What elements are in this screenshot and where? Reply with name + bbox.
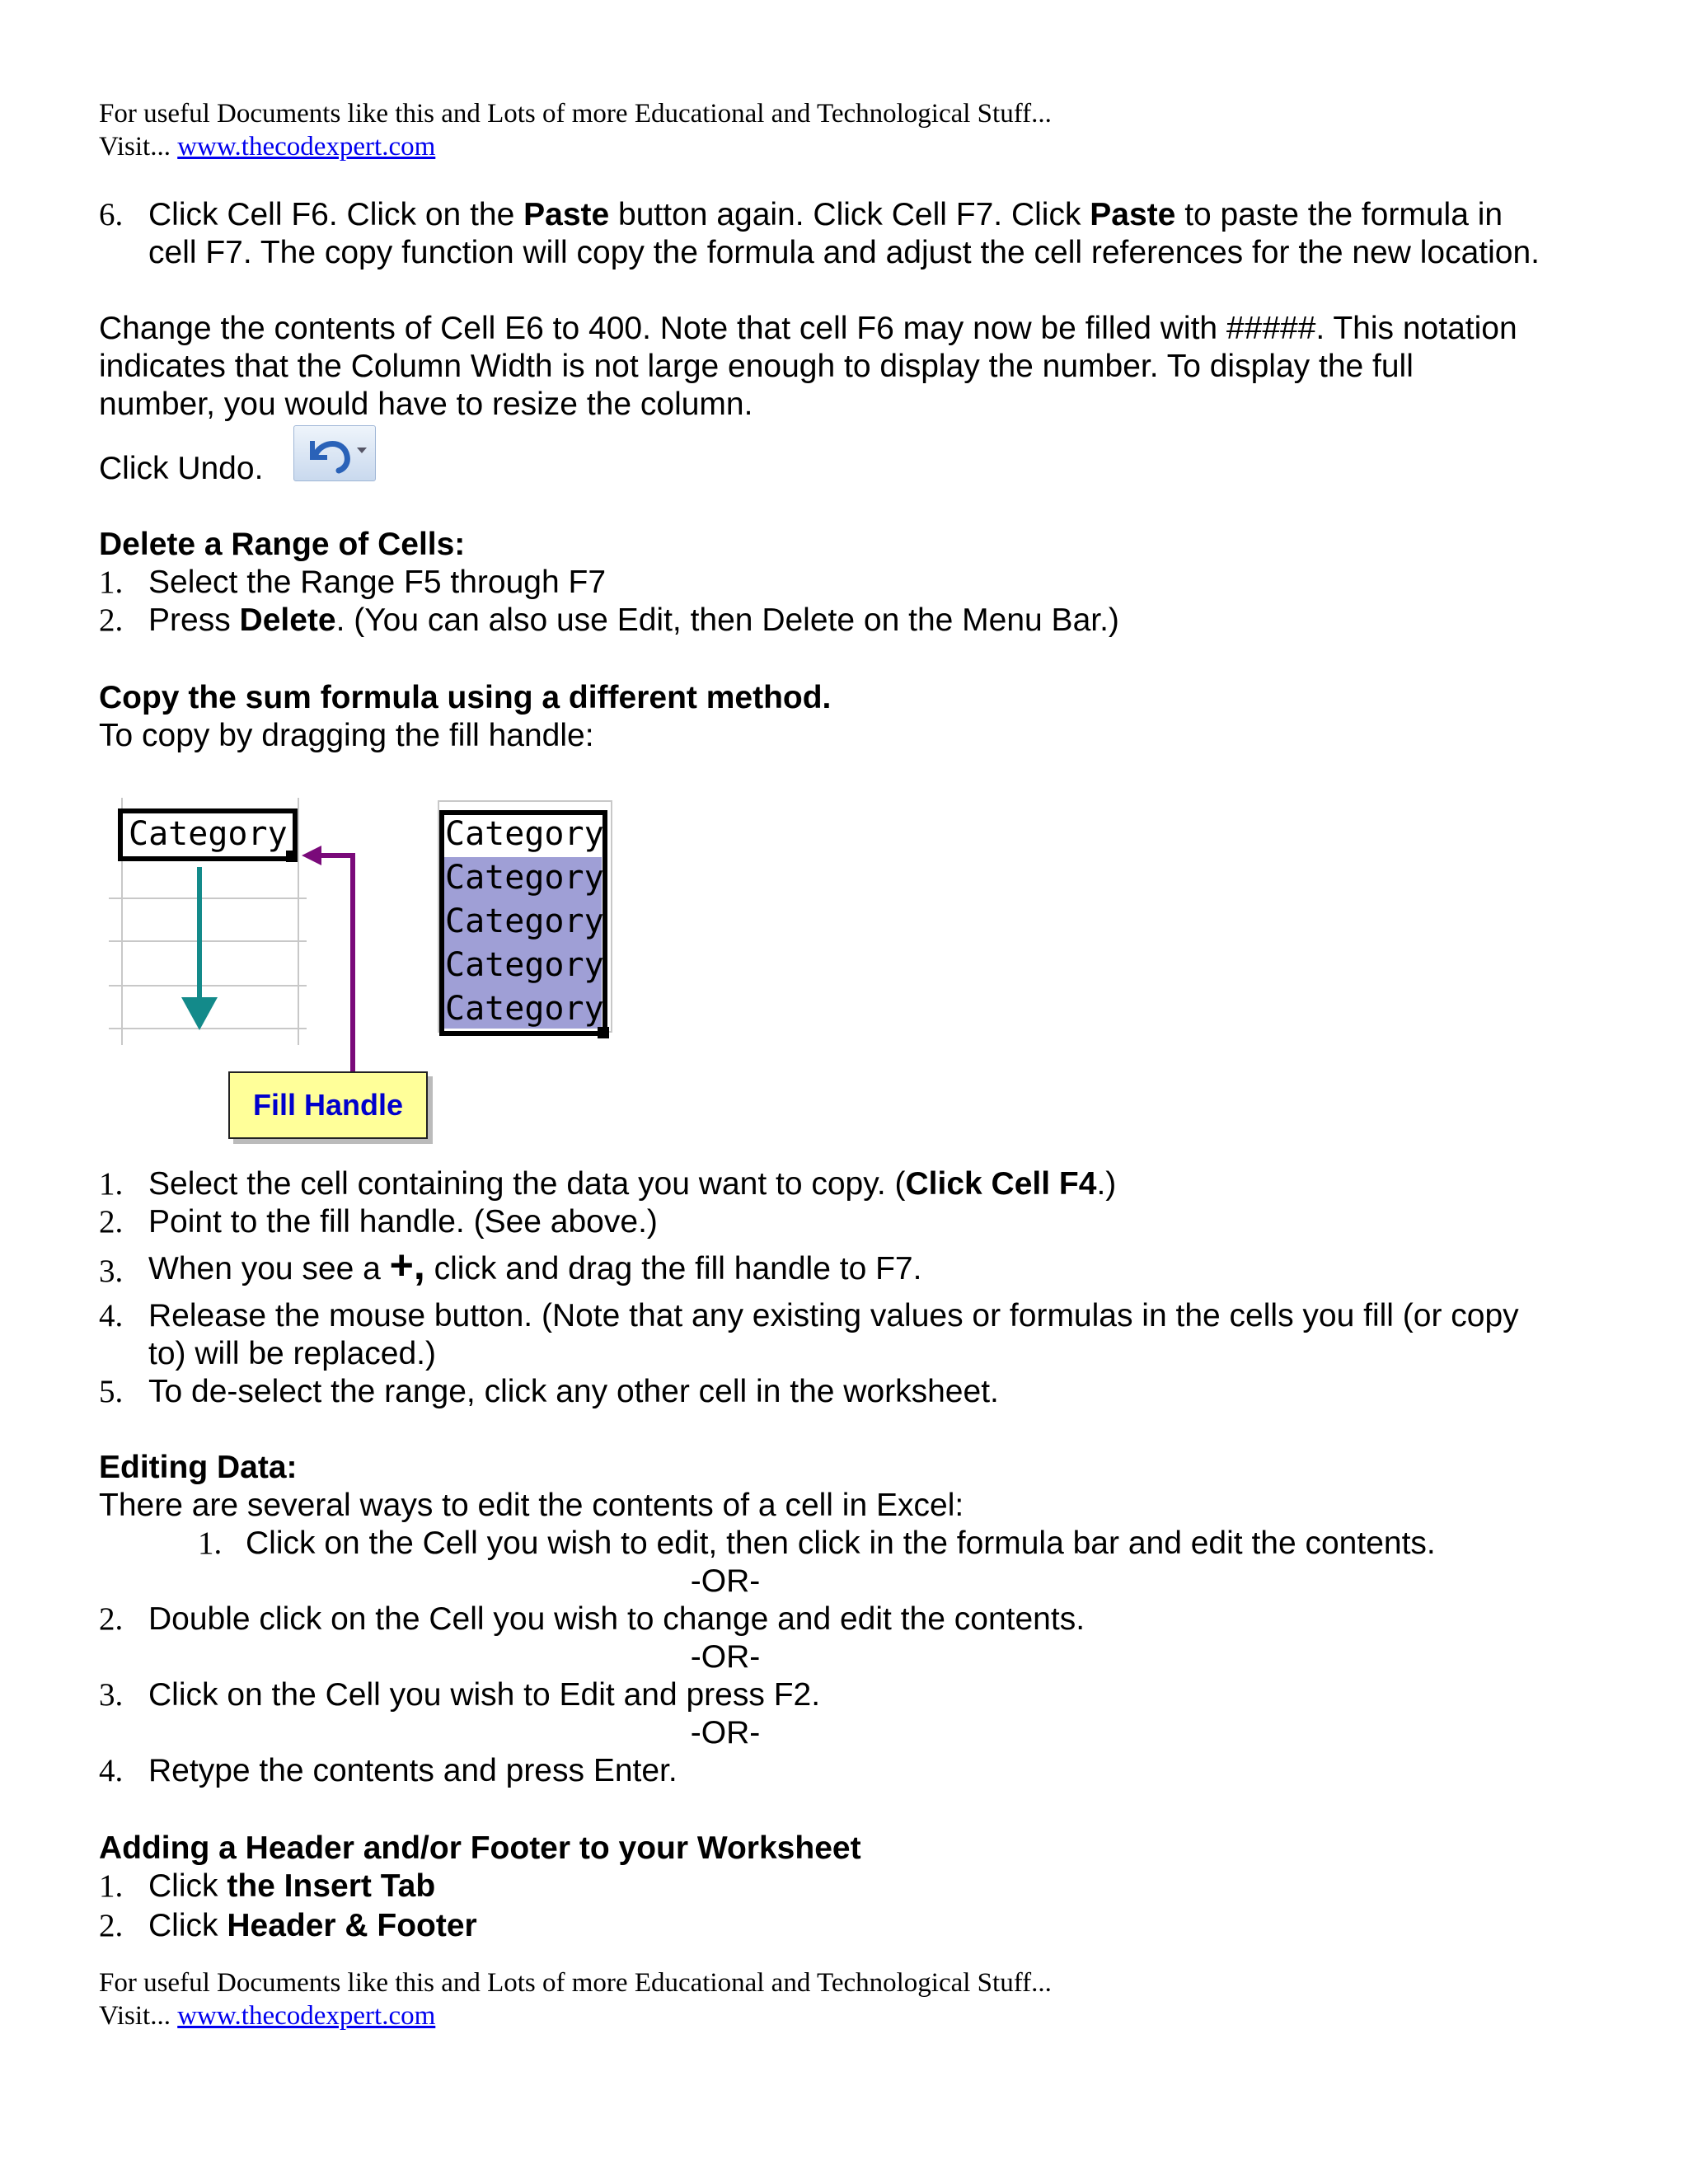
right-category-cell-4: Category [445, 946, 604, 984]
step6-text-c: button again. Click Cell F7. Click [609, 197, 1090, 232]
right-category-cell-1: Category [445, 815, 604, 853]
plus-cursor-icon: +, [389, 1242, 425, 1288]
or-separator-2: -OR- [690, 1639, 761, 1675]
right-category-cell-3: Category [445, 902, 604, 940]
hf-item-1-a: Click [148, 1868, 227, 1904]
delete-text-a: Press [148, 602, 240, 638]
hf-item-2-b: Header & Footer [227, 1908, 477, 1943]
fill-step-5-num: 5. [99, 1374, 124, 1409]
delete-term: Delete [239, 602, 336, 638]
fill-step-1-c: .) [1096, 1166, 1117, 1202]
drag-arrow-head [181, 997, 218, 1030]
change-para-line2: indicates that the Column Width is not large enough to display the number. To display the full [99, 349, 1414, 384]
visit-label: Visit... [99, 132, 171, 162]
edit-item-4-num: 4. [99, 1753, 124, 1788]
editing-heading: Editing Data: [99, 1450, 298, 1485]
left-category-cell: Category [129, 815, 288, 853]
fill-step-3-text [148, 1242, 922, 1288]
step6-line2: cell F7. The copy function will copy the formula and adjust the cell references for the new location. [148, 235, 1540, 270]
edit-item-2-text: Double click on the Cell you wish to change and edit the contents. [148, 1601, 1085, 1637]
edit-item-3-num: 3. [99, 1677, 124, 1713]
undo-text: Click Undo. [99, 451, 264, 486]
fill-step-4-line2: to) will be replaced.) [148, 1336, 436, 1371]
callout-arrowhead [302, 846, 321, 865]
fill-step-3-c: click and drag the fill handle to F7. [424, 1251, 922, 1286]
fill-step-1-a: Select the cell containing the data you want to copy. ( [148, 1166, 906, 1202]
paste-term-1: Paste [523, 197, 610, 232]
delete-item-1-text: Select the Range F5 through F7 [148, 565, 607, 600]
delete-heading: Delete a Range of Cells: [99, 527, 466, 562]
fill-step-4-line1: Release the mouse button. (Note that any existing values or formulas in the cells you fill (or copy [148, 1298, 1519, 1333]
change-para-line1: Change the contents of Cell E6 to 400. Note that cell F6 may now be filled with #####. This notation [99, 311, 1517, 346]
fill-handle-callout: Fill Handle [228, 1071, 428, 1139]
hf-item-2-a: Click [148, 1908, 227, 1943]
site-link[interactable]: www.thecodexpert.com [177, 132, 436, 162]
fill-step-4-num: 4. [99, 1298, 124, 1333]
change-para-line3: number, you would have to resize the column. [99, 387, 753, 422]
fill-step-2-text: Point to the fill handle. (See above.) [148, 1204, 658, 1240]
banner-text-bottom: For useful Documents like this and Lots of more Educational and Technological Stuff... [99, 1968, 1052, 1998]
delete-item-2-num: 2. [99, 602, 124, 638]
delete-item-1-num: 1. [99, 565, 124, 600]
copy-heading: Copy the sum formula using a different method. [99, 680, 832, 715]
fill-step-1-text [148, 1165, 1116, 1203]
hf-item-1-num: 1. [99, 1868, 124, 1904]
fill-step-5-text: To de-select the range, click any other cell in the worksheet. [148, 1374, 999, 1409]
editing-intro: There are several ways to edit the contents of a cell in Excel: [99, 1488, 964, 1523]
hf-item-1-b: the Insert Tab [227, 1868, 436, 1904]
banner-visit-line-bottom [99, 1999, 1052, 2032]
edit-item-3-text: Click on the Cell you wish to Edit and press F2. [148, 1677, 821, 1713]
banner-text: For useful Documents like this and Lots of more Educational and Technological Stuff... [99, 99, 1052, 129]
edit-item-1-num: 1. [198, 1526, 223, 1561]
header-footer-heading: Adding a Header and/or Footer to your Worksheet [99, 1830, 861, 1866]
fill-step-2-num: 2. [99, 1204, 124, 1240]
or-separator-1: -OR- [690, 1563, 761, 1599]
hf-item-1-text [148, 1868, 435, 1905]
hf-item-2-num: 2. [99, 1908, 124, 1943]
or-separator-3: -OR- [690, 1715, 761, 1750]
right-category-cell-5: Category [445, 990, 604, 1028]
step6-text-a: Click Cell F6. Click on the [148, 197, 524, 232]
delete-text-c: . (You can also use Edit, then Delete on the Menu Bar.) [335, 602, 1119, 638]
fill-step-1-num: 1. [99, 1166, 124, 1202]
step6-number: 6. [99, 197, 124, 232]
fill-step-1-b: Click Cell F4 [905, 1166, 1097, 1202]
edit-item-2-num: 2. [99, 1601, 124, 1637]
site-link-bottom[interactable]: www.thecodexpert.com [177, 2001, 436, 2031]
bottom-banner [99, 1966, 1052, 2032]
fill-step-3-num: 3. [99, 1254, 124, 1289]
visit-label-bottom: Visit... [99, 2001, 171, 2031]
right-category-cell-2: Category [445, 859, 604, 897]
fill-step-3-a: When you see a [148, 1251, 390, 1286]
hf-item-2-text [148, 1907, 477, 1945]
edit-item-1-text: Click on the Cell you wish to edit, then click in the formula bar and edit the contents. [246, 1526, 1436, 1561]
edit-item-4-text: Retype the contents and press Enter. [148, 1753, 678, 1788]
copy-intro: To copy by dragging the fill handle: [99, 718, 594, 753]
paste-term-2: Paste [1090, 197, 1176, 232]
callout-connector [313, 855, 353, 1076]
step6-text-e: to paste the formula in [1175, 197, 1503, 232]
fill-handle-left[interactable] [286, 851, 298, 862]
